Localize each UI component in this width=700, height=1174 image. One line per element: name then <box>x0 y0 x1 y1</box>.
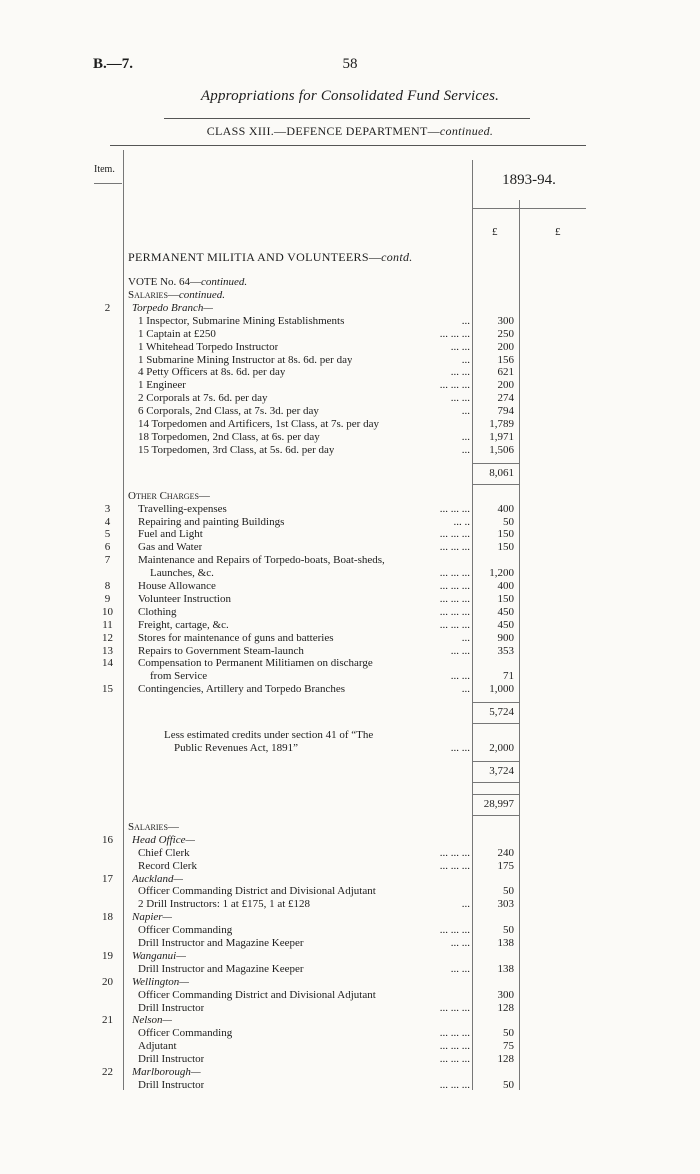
leader-dots: ... ... <box>450 392 470 405</box>
table-row <box>94 528 514 541</box>
item-number: 10 <box>102 605 113 618</box>
line-description: Gas and Water <box>138 541 203 554</box>
line-amount: 300 <box>497 988 514 1001</box>
table-row <box>94 1040 514 1053</box>
line-description: Freight, cartage, &c. <box>138 618 229 631</box>
table-row <box>94 1066 514 1079</box>
line-description: House Allowance <box>138 580 216 592</box>
branch-heading: Torpedo Branch— <box>132 301 214 314</box>
line-description: Contingencies, Artillery and Torpedo Branches <box>138 683 346 696</box>
leader-dots: ... ... ... <box>439 580 470 592</box>
section-title-main: PERMANENT MILITIA AND VOLUNTEERS— <box>128 250 382 264</box>
item-number: 13 <box>102 644 113 657</box>
item-number: 5 <box>104 528 111 541</box>
leader-dots: ... ... <box>450 366 470 379</box>
table-row <box>94 289 514 302</box>
table-row <box>94 847 514 860</box>
branch-heading: Marlborough— <box>132 1066 201 1078</box>
item-column-header: Item. <box>94 164 115 175</box>
leader-dots: ... ... <box>450 670 470 683</box>
table-row <box>94 742 514 755</box>
category-heading-label: Salaries— <box>128 289 179 301</box>
branch-heading: Nelson— <box>132 1014 173 1027</box>
table-row <box>94 834 514 847</box>
item-number: 22 <box>102 1066 113 1078</box>
table-row <box>94 924 514 937</box>
line-amount: 138 <box>497 937 514 949</box>
table-row <box>94 341 514 354</box>
class-rule <box>110 145 586 146</box>
leader-dots: ... <box>461 631 470 644</box>
line-amount: 1,506 <box>489 443 514 456</box>
line-description: 6 Corporals, 2nd Class, at 7s. 3d. per day <box>138 405 319 418</box>
line-description: Volunteer Instruction <box>138 592 231 605</box>
subtotal-rule <box>472 463 519 464</box>
line-description: Public Revenues Act, 1891” <box>174 742 299 754</box>
line-amount: 138 <box>497 962 514 975</box>
line-description: Repairing and painting Buildings <box>138 515 285 528</box>
leader-dots: ... ... <box>450 340 470 353</box>
subtotal-rule <box>472 782 519 783</box>
table-row <box>94 976 514 989</box>
leader-dots: ... .. <box>453 515 470 528</box>
line-description: Officer Commanding <box>138 1027 233 1040</box>
item-number: 16 <box>102 833 113 846</box>
line-amount: 794 <box>497 405 514 418</box>
line-amount: 71 <box>503 670 514 683</box>
table-row <box>94 729 514 742</box>
leader-dots: ... ... ... <box>439 327 470 340</box>
line-amount: 200 <box>497 340 514 353</box>
table-row <box>94 937 514 950</box>
item-number: 17 <box>102 872 113 885</box>
table-row <box>94 379 514 392</box>
branch-heading: Auckland— <box>132 872 184 885</box>
leader-dots: ... <box>461 430 470 443</box>
line-description: Chief Clerk <box>138 846 190 859</box>
table-row <box>94 885 514 898</box>
table-row <box>94 989 514 1002</box>
table-row <box>94 950 514 963</box>
table-row <box>94 503 514 516</box>
table-row <box>94 1053 514 1066</box>
item-number: 8 <box>104 580 111 592</box>
line-amount: 2,000 <box>489 742 514 754</box>
line-amount: 303 <box>497 898 514 911</box>
class-heading-main: CLASS XIII.—DEFENCE DEPARTMENT— <box>206 124 440 138</box>
leader-dots: ... ... <box>450 937 470 949</box>
currency-symbol-b: £ <box>555 226 561 238</box>
line-description: 1 Inspector, Submarine Mining Establishments <box>138 314 345 327</box>
line-description: Less estimated credits under section 41 of “The <box>164 729 374 742</box>
line-amount: 150 <box>497 528 514 541</box>
table-row <box>94 490 514 503</box>
section-title <box>128 250 413 265</box>
category-heading <box>128 490 210 503</box>
line-amount: 1,000 <box>489 683 514 696</box>
leader-dots: ... ... ... <box>439 592 470 605</box>
leader-dots: ... <box>461 898 470 911</box>
line-amount: 274 <box>497 392 514 405</box>
table-row <box>94 683 514 696</box>
line-description: Launches, &c. <box>150 567 214 580</box>
line-amount: 353 <box>497 644 514 657</box>
line-description: 15 Torpedomen, 3rd Class, at 5s. 6d. per day <box>138 443 335 456</box>
line-amount: 400 <box>497 580 514 592</box>
line-description: 18 Torpedomen, 2nd Class, at 6s. per day <box>138 430 320 443</box>
line-amount: 900 <box>497 631 514 644</box>
line-description: Repairs to Government Steam-launch <box>138 644 304 657</box>
subtotal-amount: 28,997 <box>483 797 514 810</box>
line-amount: 450 <box>497 618 514 631</box>
item-number: 6 <box>104 541 111 554</box>
item-number: 3 <box>104 502 111 515</box>
leader-dots: ... ... ... <box>439 924 470 937</box>
leader-dots: ... ... ... <box>439 605 470 618</box>
leader-dots: ... <box>461 353 470 366</box>
line-description: 4 Petty Officers at 8s. 6d. per day <box>138 366 286 379</box>
line-description: 1 Whitehead Torpedo Instructor <box>138 340 279 353</box>
table-row <box>94 632 514 645</box>
line-description: 1 Captain at £250 <box>138 327 216 340</box>
leader-dots: ... ... ... <box>439 1027 470 1040</box>
table-row <box>94 516 514 529</box>
line-amount: 300 <box>497 314 514 327</box>
line-description: Travelling-expenses <box>138 502 227 515</box>
table-row <box>94 1002 514 1015</box>
subtotal-rule <box>472 761 519 762</box>
branch-heading: Head Office— <box>132 833 196 846</box>
table-row <box>94 821 514 834</box>
line-description: Maintenance and Repairs of Torpedo-boats, Boat-sheds, <box>138 554 385 567</box>
table-row <box>94 302 514 315</box>
line-amount: 50 <box>503 515 514 528</box>
leader-dots: ... ... <box>450 644 470 657</box>
leader-dots: ... ... ... <box>439 618 470 631</box>
table-row <box>94 1014 514 1027</box>
subtotal-amount: 3,724 <box>489 764 514 777</box>
table-row <box>94 405 514 418</box>
table-row <box>94 328 514 341</box>
line-description: Stores for maintenance of guns and batteries <box>138 631 334 644</box>
leader-dots: ... <box>461 405 470 418</box>
line-amount: 128 <box>497 1001 514 1014</box>
branch-heading: Wellington— <box>132 975 190 988</box>
table-row <box>94 315 514 328</box>
line-amount: 621 <box>497 366 514 379</box>
line-description: Drill Instructor <box>138 1053 205 1066</box>
category-heading <box>128 289 225 302</box>
vote-heading-main: VOTE No. 64— <box>128 276 202 288</box>
line-description: 14 Torpedomen and Artificers, 1st Class, at 7s. per day <box>138 418 379 430</box>
line-description: 2 Corporals at 7s. 6d. per day <box>138 392 268 405</box>
item-number: 21 <box>102 1014 113 1027</box>
category-heading-continued: continued. <box>178 289 226 301</box>
line-description: 1 Engineer <box>138 379 186 392</box>
leader-dots: ... <box>461 683 470 696</box>
table-row <box>94 645 514 658</box>
table-row <box>94 354 514 367</box>
line-description: 1 Submarine Mining Instructor at 8s. 6d. per day <box>138 353 353 366</box>
leader-dots: ... ... <box>450 742 470 754</box>
subtotal-amount: 8,061 <box>489 466 514 479</box>
table-row <box>94 418 514 431</box>
line-amount: 240 <box>497 846 514 859</box>
table-row <box>94 580 514 593</box>
line-amount: 1,789 <box>489 418 514 430</box>
line-amount: 50 <box>503 1078 514 1091</box>
leader-dots: ... <box>461 314 470 327</box>
table-row <box>94 898 514 911</box>
document-subtitle: Appropriations for Consolidated Fund Services. <box>200 88 500 104</box>
line-amount: 50 <box>503 1027 514 1040</box>
table-row <box>94 606 514 619</box>
line-description: Officer Commanding District and Divisional Adjutant <box>138 988 376 1001</box>
line-description: Drill Instructor and Magazine Keeper <box>138 962 304 975</box>
line-description: from Service <box>150 670 208 683</box>
line-description: Drill Instructor and Magazine Keeper <box>138 937 304 949</box>
category-heading <box>128 821 179 834</box>
item-number: 4 <box>104 515 111 528</box>
item-number: 15 <box>102 683 113 696</box>
table-row <box>94 366 514 379</box>
item-number: 12 <box>102 631 113 644</box>
page-number: 58 <box>342 56 358 72</box>
subtotal-rule <box>472 794 519 795</box>
category-heading-label: Other Charges— <box>128 489 210 502</box>
item-header-rule <box>94 183 122 184</box>
line-amount: 175 <box>497 859 514 872</box>
item-number: 7 <box>104 554 111 567</box>
table-row <box>94 911 514 924</box>
line-amount: 128 <box>497 1053 514 1066</box>
leader-dots: ... ... ... <box>439 846 470 859</box>
line-description: Fuel and Light <box>138 528 203 541</box>
line-amount: 150 <box>497 592 514 605</box>
subtotal-rule <box>472 484 519 485</box>
table-row <box>94 392 514 405</box>
line-description: Officer Commanding <box>138 924 233 937</box>
document-reference: B.—7. <box>93 56 134 72</box>
class-heading-continued: continued. <box>439 124 494 138</box>
category-heading-label: Salaries— <box>128 820 179 833</box>
table-row <box>94 619 514 632</box>
leader-dots: ... ... <box>450 962 470 975</box>
subtotal-rule <box>472 723 519 724</box>
line-description: Clothing <box>138 605 177 618</box>
table-row <box>94 431 514 444</box>
leader-dots: ... ... ... <box>439 502 470 515</box>
item-number: 20 <box>102 975 113 988</box>
item-number: 14 <box>102 657 113 670</box>
class-heading <box>0 124 700 139</box>
leader-dots: ... ... ... <box>439 528 470 541</box>
header-rule <box>164 118 530 119</box>
line-amount: 200 <box>497 379 514 392</box>
leader-dots: ... <box>461 443 470 456</box>
table-row <box>94 963 514 976</box>
line-description: 2 Drill Instructors: 1 at £175, 1 at £128 <box>138 898 311 911</box>
table-row <box>94 670 514 683</box>
branch-heading: Napier— <box>132 911 173 924</box>
item-number: 18 <box>102 911 113 924</box>
table-row <box>94 593 514 606</box>
branch-heading: Wanganui— <box>132 949 186 962</box>
year-header: 1893-94. <box>502 172 556 188</box>
leader-dots: ... ... ... <box>439 567 470 580</box>
item-number: 9 <box>104 592 111 605</box>
table-row <box>94 554 514 567</box>
leader-dots: ... ... ... <box>439 1001 470 1014</box>
line-amount: 1,971 <box>489 430 514 443</box>
line-amount: 50 <box>503 885 514 898</box>
table-row <box>94 541 514 554</box>
line-amount: 1,200 <box>489 567 514 580</box>
subtotal-rule <box>472 702 519 703</box>
section-title-continued: contd. <box>381 250 413 264</box>
subtotal-amount: 5,724 <box>489 706 514 719</box>
table-row <box>94 567 514 580</box>
line-amount: 75 <box>503 1040 514 1053</box>
subtotal-rule <box>472 815 519 816</box>
vote-heading-continued: continued. <box>201 276 248 288</box>
currency-symbol-a: £ <box>492 226 498 238</box>
line-amount: 450 <box>497 605 514 618</box>
table-row <box>94 444 514 457</box>
line-description: Drill Instructor <box>138 1078 205 1091</box>
year-header-rule <box>472 208 586 209</box>
vote-heading-text <box>128 276 247 289</box>
item-number: 19 <box>102 949 113 962</box>
line-description: Compensation to Permanent Militiamen on discharge <box>138 657 373 670</box>
leader-dots: ... ... ... <box>439 541 470 554</box>
table-row <box>94 1079 514 1092</box>
line-amount: 150 <box>497 541 514 554</box>
table-row <box>94 1027 514 1040</box>
line-amount: 50 <box>503 924 514 937</box>
table-row <box>94 873 514 886</box>
leader-dots: ... ... ... <box>439 379 470 392</box>
leader-dots: ... ... ... <box>439 1053 470 1066</box>
vote-heading <box>94 276 514 289</box>
line-description: Adjutant <box>138 1040 177 1053</box>
table-row <box>94 657 514 670</box>
item-number: 2 <box>104 301 111 314</box>
line-description: Record Clerk <box>138 859 197 872</box>
item-number: 11 <box>102 618 113 631</box>
line-description: Drill Instructor <box>138 1001 205 1014</box>
leader-dots: ... ... ... <box>439 1040 470 1053</box>
table-row <box>94 860 514 873</box>
leader-dots: ... ... ... <box>439 859 470 872</box>
line-amount: 400 <box>497 502 514 515</box>
line-description: Officer Commanding District and Divisional Adjutant <box>138 885 376 898</box>
line-amount: 156 <box>497 353 514 366</box>
leader-dots: ... ... ... <box>439 1078 470 1091</box>
line-amount: 250 <box>497 327 514 340</box>
amount-column-line-mid <box>519 200 520 1090</box>
